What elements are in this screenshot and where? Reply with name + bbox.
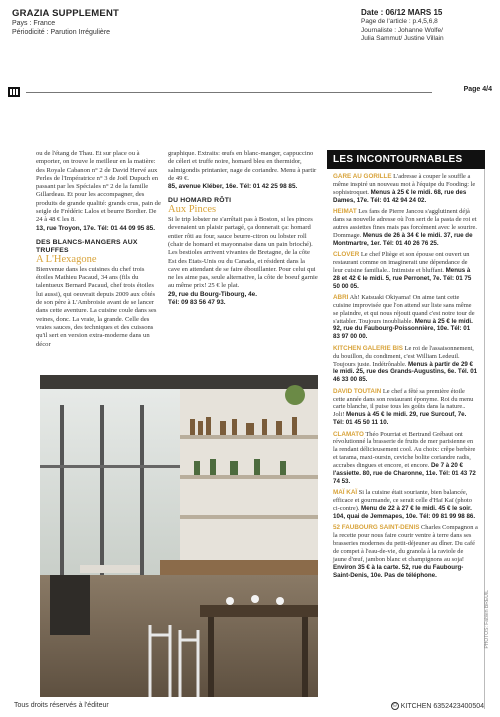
- entry-name: 52 FAUBOURG SAINT-DENIS: [333, 524, 420, 532]
- page-rule: [8, 86, 492, 98]
- article-column-1: [36, 150, 162, 355]
- journalist-line-1: Journaliste : Johanne Wolfe/: [361, 26, 443, 34]
- journalist-line-2: Julia Sammut/ Justine Villain: [361, 35, 444, 42]
- address-line: 13, rue Troyon, 17e. Tél: 01 44 09 95 85.: [36, 224, 156, 232]
- list-item: [333, 388, 478, 428]
- copyright-icon: ©: [392, 703, 397, 709]
- restaurant-title: Aux Pinces: [168, 203, 217, 215]
- sidebar-incontournables: [327, 150, 490, 710]
- footer-rights: Tous droits réservés à l'éditeur: [14, 702, 109, 709]
- entry-text: Le chef a fêté sa première étoile cette année dans son restaurant éponyme. Roi du menu carte blanche, il puise tous les goûts dans la nature.. Joli!: [333, 387, 474, 419]
- entry-text: L'adresse à couper le souffle a même inspiré un nouveau mot à l'équipe du Fooding: le sophistroquet.: [333, 173, 476, 196]
- list-item: [333, 345, 478, 385]
- entry-info: Menus à 25 € le midi. 68, rue des Dames, 17e. Tél: 01 42 94 24 02.: [333, 188, 467, 204]
- entry-text: Le roi de l'assaisonnement, du bouillon, du condiment, c'est William Ledeuil. Toujours juste. Indétrônable.: [333, 344, 474, 368]
- entry-text: Théo Pourriat et Bertrand Grébaut ont révolutionné la brasserie de fruits de mer parisienne en la rendant délicieusement cool. Au choix: crêpe berbère et tarama, maxi-oursin, ceviche bolite coriandre radis, accrabes dingues et encore, et encore.: [333, 430, 476, 470]
- photo-credit: PHOTOS: Fabien BREUIL: [484, 590, 490, 649]
- entry-text: Le chef Pliège et son épouse ont ouvert un restaurant comme on imaginerait une dépendance de leur cuisine familiale.. Intimiste et bluffant.: [333, 250, 470, 274]
- publication-name: GRAZIA SUPPLEMENT: [12, 8, 120, 19]
- entry-name: HEIMAT: [333, 208, 357, 216]
- entry-info: Menus à 28 et 42 € le midi. 5, rue Perronet, 7e. Tél: 01 75 50 00 05.: [333, 266, 472, 290]
- press-logo-icon: [8, 86, 20, 98]
- list-item: [333, 173, 478, 205]
- entry-name: GARE AU GORILLE: [333, 173, 392, 180]
- horizontal-rule: [26, 92, 432, 93]
- paragraph-text: graphique. Extraits: œufs en blanc-manger, cappuccino de céleri et truffe noire, homard bleu en thermidor, salmigondis printanier, nage de coriandre. Menu à partir de 49 €.: [168, 150, 317, 182]
- sidebar-list: [327, 169, 485, 709]
- list-item: [333, 294, 478, 341]
- entry-name: CLAMATO: [333, 430, 364, 438]
- paragraph-text: Si le trip lobster ne s'arrêtait pas à Boston, si les pinces devenaient un plaisir partagé, ça donnerait ça: homard entier rôti au four, sauce beurre-citron ou lobster roll (chair de homard et mayonnaise dans un pain brioché). Les bestioles arrivent vivantes de Bretagne, de la côte Est des Etats-Unis ou du Canada, et résident dans la cave en attendant de se faire ébouillanter. Pour celui qui ne les aime pas, seule alternative, la côte de boeuf garnie au même prix! 25 € le plat.: [168, 216, 318, 290]
- entry-name: ABRI: [333, 293, 349, 301]
- entry-info: Menus de 26 à 34 € le midi. 37, rue de Montmartre, 1er. Tél: 01 40 26 76 25.: [333, 231, 473, 247]
- address-line: 85, avenue Kléber, 16e. Tél: 01 42 25 98 85.: [168, 183, 298, 191]
- entry-name: KITCHEN GALERIE BIS: [333, 344, 403, 352]
- entry-info: Environ 35 € à la carte. 52, rue du Faubourg-Saint-Denis, 10e. Pas de téléphone.: [333, 563, 464, 579]
- entry-name: CLOVER: [333, 250, 360, 258]
- list-item: [333, 489, 478, 521]
- country-line: Pays : France: [12, 20, 56, 27]
- article-column-2: [168, 150, 318, 313]
- document-header-right: [361, 8, 486, 44]
- entry-text: Charles Compagnon a la recette pour nous faire courir ventre à terre dans ses brasseries modernes du petit-déjeuner au dîner. Du café de compet à l'eau-de-vie, du granola à la raviole de jaune d'œuf, jambon blanc et champignons au soja!: [333, 524, 478, 563]
- restaurant-photo-illustration: [40, 375, 318, 697]
- article-paragraph: [36, 150, 162, 233]
- entry-info: Menus à partir de 29 € le midi. 25, rue des Grands-Augustins, 6e. Tél. 01 46 33 00 85.: [333, 360, 478, 384]
- periodicity-line: Périodicité : Parution Irrégulière: [12, 29, 111, 36]
- section-heading: DES BLANCS-MANGERS AUX TRUFFES: [36, 238, 138, 255]
- document-header-left: [12, 8, 212, 37]
- page-number: Page 4/4: [463, 86, 492, 93]
- entry-info: Menu à 25 € le midi. 92, rue du Faubourg-Poissonnière, 10e. Tél: 01 83 97 00 00.: [333, 317, 473, 341]
- footer-ref-text: KITCHEN 6352423400504: [400, 702, 484, 710]
- entry-text: Ah! Katsuaki Okiyama! On aime tant cette cuisine improvisée que l'on attend sur liste sans même se plaindre, et qui nous réjouit quand c'est notre tour de s'attabler. Toujours inoubliable.: [333, 293, 475, 325]
- address-line: 29, rue du Bourg-Tibourg, 4e.: [168, 290, 258, 298]
- entry-text: Les fans de Pierre Jancou s'agglutinent déjà dans sa nouvelle adresse où l'on sert de la pasta de roi et autres assiettes fines mais pas forcément avec le sourire. Dommage.: [333, 208, 477, 239]
- entry-text: Si la cuisine était souriante, bien balancée, efficace et gourmande, ce serait celle d'Haï Kaï (photo ci-contre).: [333, 489, 472, 513]
- list-item: [333, 524, 478, 579]
- paragraph-text: ou de l'étang de Thau. Et sur place ou à emporter, on trouve le meilleur en la matière: des Royale Cabanon n° 2 de David Hervé aux Perles de l'Impératrice n° 3 de Joël Dupuch en passant par les Spéciales n° 2 de la famille Gillardeau. Et pour les accompagner, des produits de grande qualité: grands crus, pain de seigle de Frédéric Lalos et beurre Bordier. De 24 à 48 € les 8.: [36, 150, 161, 224]
- date-line: Date : 06/12 MARS 15: [361, 8, 443, 17]
- article-paragraph: [168, 216, 318, 307]
- entry-info: De 7 à 20 € l'assiette. 80, rue de Charonne, 11e. Tél: 01 43 72 74 53.: [333, 462, 476, 485]
- list-item: [333, 208, 478, 248]
- paragraph-text: Bienvenue dans les cuisines du chef trois étoiles Mathieu Pacaud, 34 ans (fils du talentueux Bernard Pacaud, chef trois étoiles lui aussi), qui oeuvrait depuis 2009 aux côtés de son père à L'Ambroisie avant de se lancer dans cette aventure. La cuisine coule dans ses veines, donc. La vraie, la grande. Celle des vraies sauces, des techniques et des cuissons qu'il sert en version extra-moderne dans un décor: [36, 265, 157, 348]
- article-page-line: Page de l'article : p.4,5,6,8: [361, 18, 438, 25]
- entry-info: Menu de 22 à 27 € le midi. 45 € le soir. 104, quai de Jemmapes, 10e. Tél: 09 81 99 98 86.: [333, 505, 476, 520]
- entry-info: Menus à 45 € le midi. 29, rue Surcouf, 7e. Tél: 01 45 50 11 10.: [333, 411, 467, 427]
- restaurant-interior-photo: [40, 375, 318, 697]
- phone-line: Tél: 09 83 56 47 93.: [168, 299, 226, 307]
- sidebar-title: LES INCONTOURNABLES: [327, 150, 485, 169]
- entry-name: MAÏ KAÏ: [333, 489, 358, 497]
- restaurant-title: A L'Hexagone: [36, 253, 97, 265]
- list-item: [333, 251, 478, 291]
- footer-reference: [391, 702, 484, 710]
- entry-name: DAVID TOUTAIN: [333, 387, 382, 395]
- section-heading: DU HOMARD RÔTI: [168, 197, 232, 205]
- list-item: [333, 431, 478, 486]
- article-paragraph: [168, 150, 318, 191]
